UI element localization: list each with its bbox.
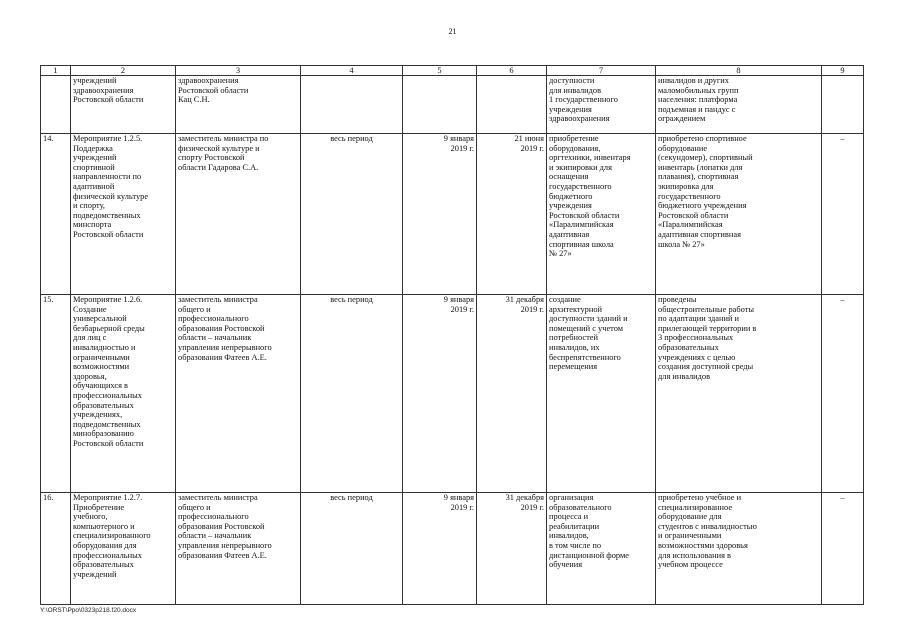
notes-cell [822, 76, 864, 134]
column-header: 3 [176, 66, 301, 76]
achieved-result-cell: приобретено спортивное оборудование (секундомер), спортивный инвентарь (лопатки для плавания), спортивная экипировка для государственного бюджетного учреждения Ростовской области «Паралимпийская адаптивная спортивная школа № 27» [656, 134, 822, 295]
table-row-continuation [41, 76, 864, 134]
table-row [41, 295, 864, 493]
file-path-footer: Y:\ORST\Ppo\0323p218.f20.docx [40, 607, 137, 614]
responsible-cell: заместитель министра общего и профессионального образования Ростовской области – начальник управления непрерывного образования Фатеев А.Е. [176, 493, 301, 605]
expected-result-cell: доступности для инвалидов 1 государственного учреждения здравоохранения [547, 76, 656, 134]
column-header: 1 [41, 66, 71, 76]
start-date-cell: 9 января 2019 г. [403, 134, 477, 295]
events-table [40, 65, 864, 605]
start-date-cell [403, 76, 477, 134]
column-header: 9 [822, 66, 864, 76]
row-number-cell [41, 76, 71, 134]
end-date-cell: 21 июня 2019 г. [477, 134, 547, 295]
column-number-row [41, 66, 864, 76]
event-cell: учреждений здравоохранения Ростовской области [71, 76, 176, 134]
event-cell: Мероприятие 1.2.5. Поддержка учреждений спортивной направленности по адаптивной физической культуре и спорту, подведомственных минспорта Ростовской области [71, 134, 176, 295]
expected-result-cell: создание архитектурной доступности зданий и помещений с учетом потребностей инвалидов, их беспрепятственного перемещения [547, 295, 656, 493]
column-header: 4 [301, 66, 403, 76]
column-header: 7 [547, 66, 656, 76]
period-cell [301, 76, 403, 134]
column-header: 8 [656, 66, 822, 76]
page-number: 21 [448, 27, 457, 36]
table-row [41, 493, 864, 605]
row-number-cell: 15. [41, 295, 71, 493]
period-cell: весь период [301, 493, 403, 605]
period-cell: весь период [301, 134, 403, 295]
period-cell: весь период [301, 295, 403, 493]
event-cell: Мероприятие 1.2.7. Приобретение учебного, компьютерного и специализированного оборудования для профессиональных образовательных учреждений [71, 493, 176, 605]
achieved-result-cell: приобретено учебное и специализированное оборудование для студентов с инвалидностью и ограниченными возможностями здоровья для использования в учебном процессе [656, 493, 822, 605]
end-date-cell [477, 76, 547, 134]
event-cell: Мероприятие 1.2.6. Создание универсальной безбарьерной среды для лиц с инвалидностью и ограниченными возможностями здоровья, обучающихся в профессиональных образовательных учреждениях, подведомственных минобразованию Ростовской области [71, 295, 176, 493]
responsible-cell: заместитель министра по физической культуре и спорту Ростовской области Гадарова С.А. [176, 134, 301, 295]
start-date-cell: 9 января 2019 г. [403, 295, 477, 493]
notes-cell: – [822, 493, 864, 605]
responsible-cell: здравоохранения Ростовской области Кац С.Н. [176, 76, 301, 134]
end-date-cell: 31 декабря 2019 г. [477, 493, 547, 605]
notes-cell: – [822, 295, 864, 493]
start-date-cell: 9 января 2019 г. [403, 493, 477, 605]
notes-cell: – [822, 134, 864, 295]
achieved-result-cell: инвалидов и других маломобильных групп населения: платформа подъемная и пандус с ограждением [656, 76, 822, 134]
expected-result-cell: организация образовательного процесса и реабилитации инвалидов, в том числе по дистанционной форме обучения [547, 493, 656, 605]
column-header: 5 [403, 66, 477, 76]
row-number-cell: 14. [41, 134, 71, 295]
expected-result-cell: приобретение оборудования, оргтехники, инвентаря и экипировки для оснащения государственного бюджетного учреждения Ростовской области «Паралимпийская адаптивная спортивная школа № 27» [547, 134, 656, 295]
column-header: 6 [477, 66, 547, 76]
column-header: 2 [71, 66, 176, 76]
achieved-result-cell: проведены общестроительные работы по адаптации зданий и прилегающей территории в 3 профессиональных образовательных учреждениях с целью создания доступной среды для инвалидов [656, 295, 822, 493]
table-row [41, 134, 864, 295]
end-date-cell: 31 декабря 2019 г. [477, 295, 547, 493]
responsible-cell: заместитель министра общего и профессионального образования Ростовской области – начальник управления непрерывного образования Фатеев А.Е. [176, 295, 301, 493]
row-number-cell: 16. [41, 493, 71, 605]
